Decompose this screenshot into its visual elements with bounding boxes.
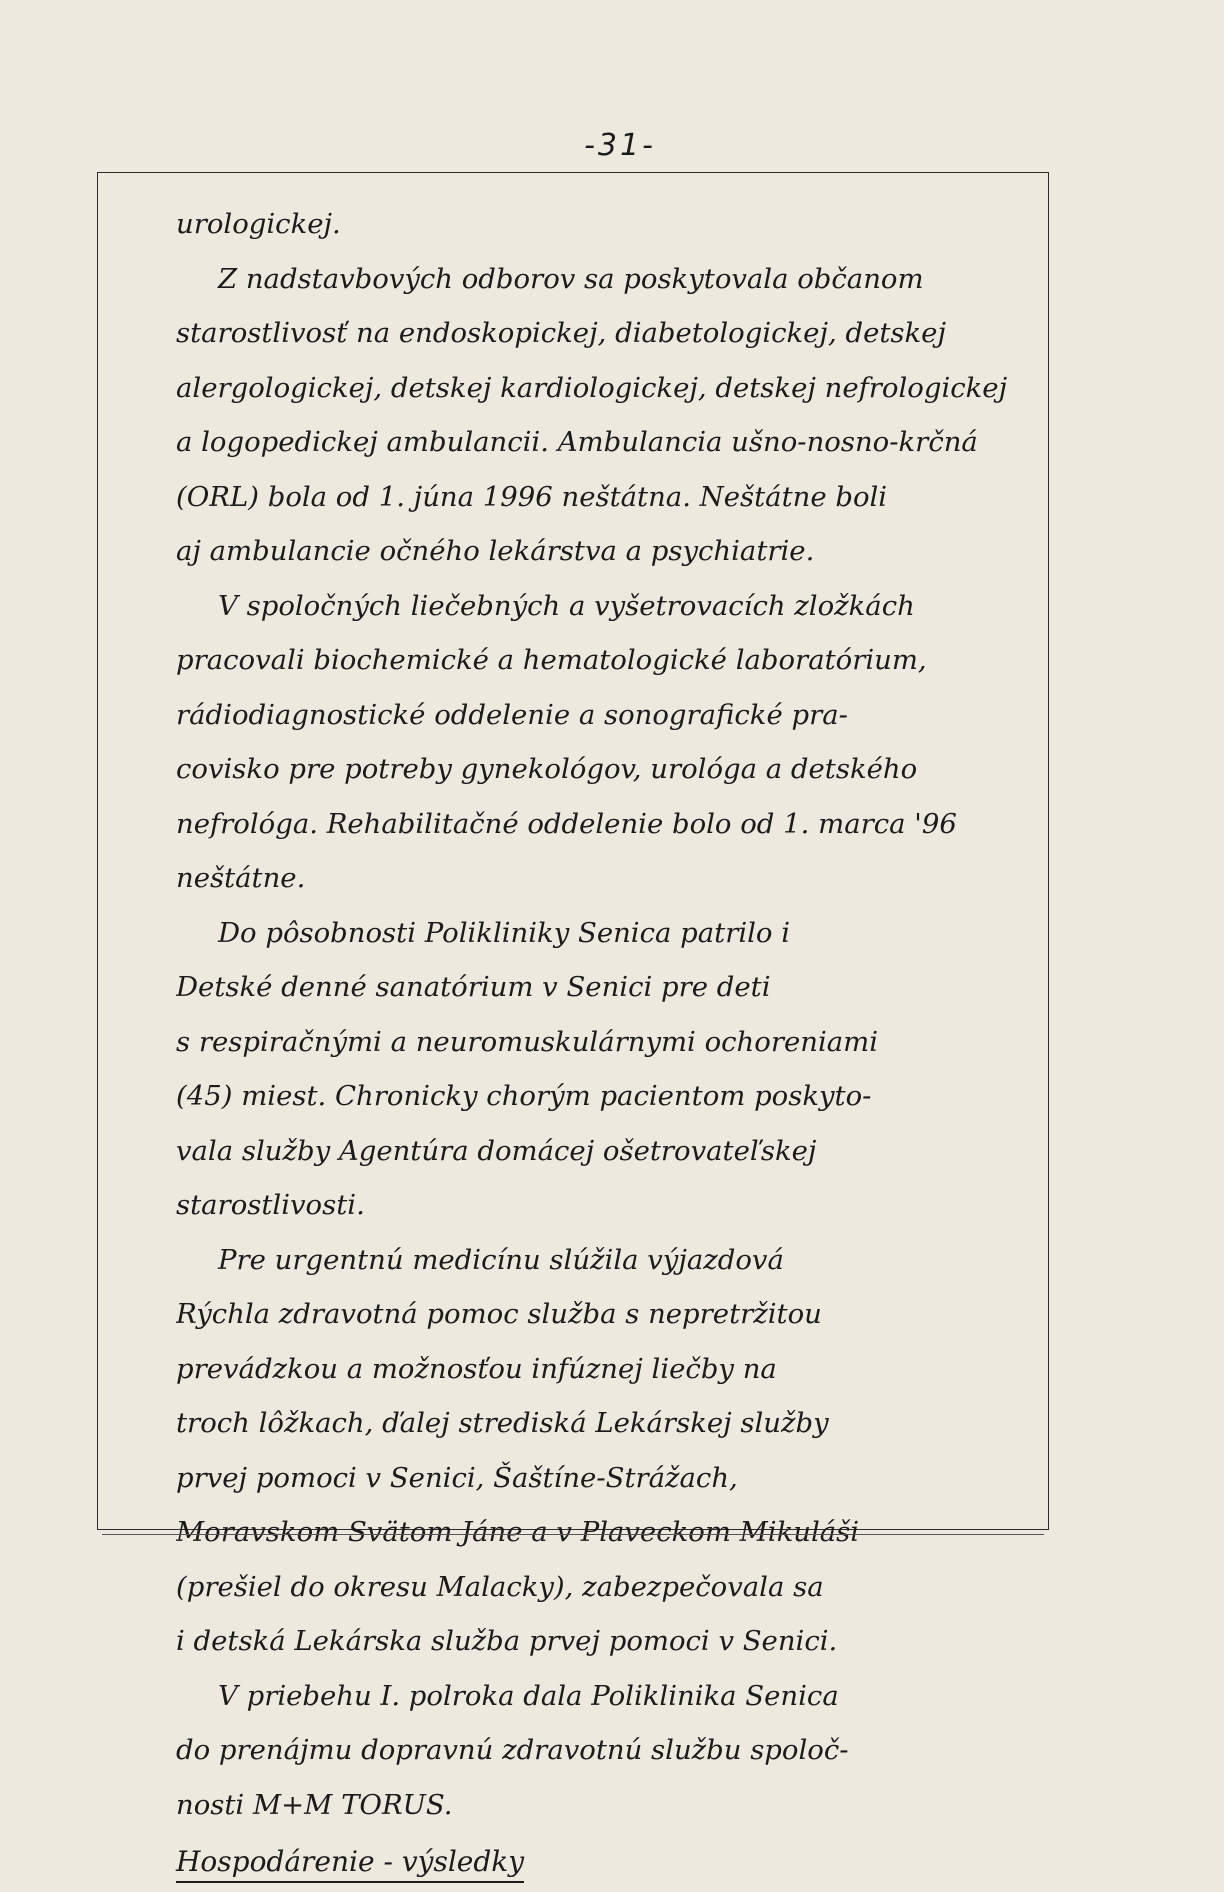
text-line: starostlivosti.: [176, 1189, 365, 1221]
text-line: covisko pre potreby gynekológov, urológa a detského: [176, 753, 918, 785]
text-line: V spoločných liečebných a vyšetrovacích zložkách: [218, 589, 915, 622]
handwritten-text-block: [176, 197, 1016, 1892]
text-line: Pre urgentnú medicínu slúžila výjazdová: [218, 1243, 784, 1276]
text-line: Rýchla zdravotná pomoc služba s nepretržitou: [176, 1298, 822, 1330]
text-line: V priebehu I. polroka dala Poliklinika Senica: [218, 1679, 839, 1712]
text-line: urologickej.: [176, 208, 341, 240]
text-line: s respiračnými a neuromuskulárnymi ochoreniami: [176, 1025, 879, 1058]
text-line: prvej pomoci v Senici, Šaštíne-Strážach,: [176, 1461, 738, 1494]
text-line: (45) miest. Chronicky chorým pacientom poskyto-: [176, 1080, 872, 1112]
text-line: i detská Lekárska služba prvej pomoci v Senici.: [176, 1625, 838, 1657]
text-line: (prešiel do okresu Malacky), zabezpečovala sa: [176, 1570, 824, 1603]
text-line: aj ambulancie očného lekárstva a psychiatrie.: [176, 535, 815, 567]
page-frame: [97, 172, 1049, 1878]
text-line: prevádzkou a možnosťou infúznej liečby na: [176, 1352, 777, 1385]
text-line: Z nadstavbových odborov sa poskytovala občanom: [218, 262, 924, 295]
page-number: -31-: [584, 128, 656, 163]
section-heading-text: Hospodárenie - výsledky: [176, 1845, 524, 1883]
text-line: Detské denné sanatórium v Senici pre deti: [176, 971, 771, 1003]
text-line: rádiodiagnostické oddelenie a sonografické pra-: [176, 698, 848, 731]
section-heading: [176, 1832, 1016, 1892]
text-line: (ORL) bola od 1. júna 1996 neštátna. Neštátne boli: [176, 480, 888, 513]
text-line: Do pôsobnosti Polikliniky Senica patrilo i: [218, 916, 791, 949]
text-line: neštátne.: [176, 862, 306, 894]
text-line: do prenájmu dopravnú zdravotnú službu spoloč-: [176, 1734, 849, 1766]
text-line: troch lôžkach, ďalej strediská Lekárskej služby: [176, 1407, 829, 1439]
text-line: starostlivosť na endoskopickej, diabetologickej, detskej: [176, 317, 946, 349]
text-line: a logopedickej ambulancii. Ambulancia ušno-nosno-krčná: [176, 426, 978, 458]
text-line: vala služby Agentúra domácej ošetrovateľskej: [176, 1134, 817, 1167]
text-line: pracovali biochemické a hematologické laboratórium,: [176, 644, 927, 676]
text-line: alergologickej, detskej kardiologickej, detskej nefrologickej: [176, 371, 1008, 404]
text-line: nosti M+M TORUS.: [176, 1788, 453, 1821]
text-line: nefrológa. Rehabilitačné oddelenie bolo od 1. marca '96: [176, 807, 957, 840]
text-line: Moravskom Svätom Jáne a v Plaveckom Mikuláši: [176, 1516, 860, 1548]
